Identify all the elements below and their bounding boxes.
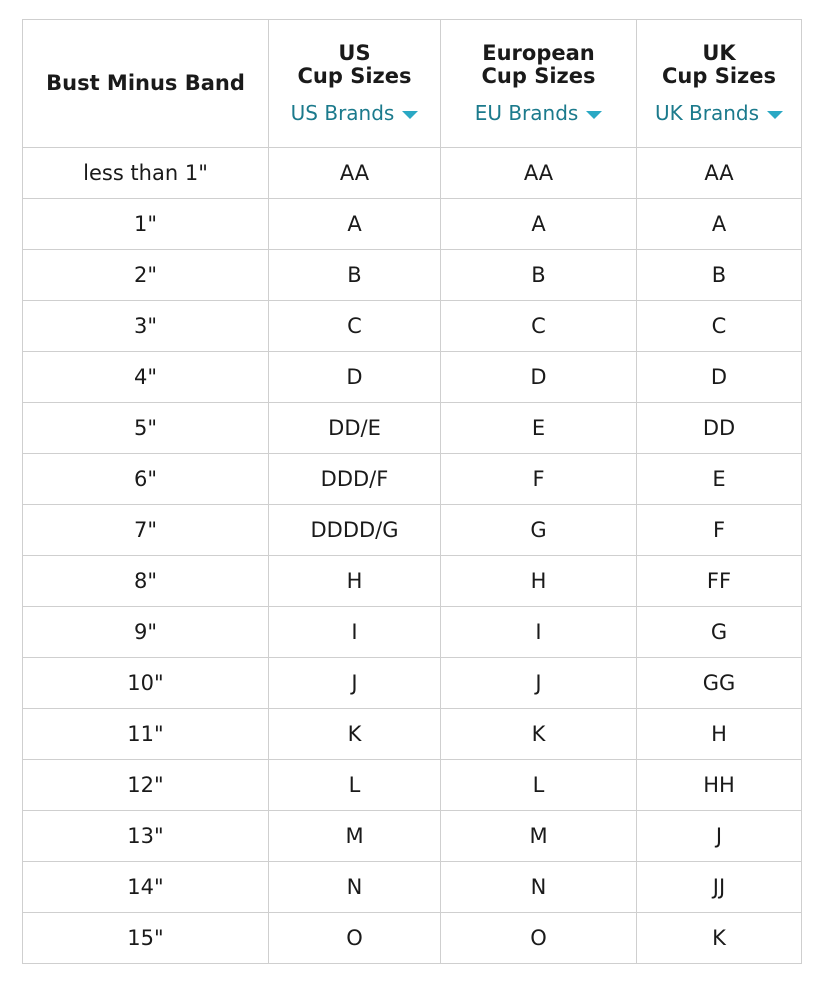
eu-cup-cell: O xyxy=(441,913,637,964)
eu-cup-cell: C xyxy=(441,301,637,352)
bust-diff-cell: 11" xyxy=(23,709,269,760)
us-cup-cell: K xyxy=(269,709,441,760)
table-row xyxy=(23,862,802,913)
us-cup-cell: DDD/F xyxy=(269,454,441,505)
us-cup-cell: AA xyxy=(269,148,441,199)
us-header-line2: Cup Sizes xyxy=(297,64,412,88)
eu-cup-cell: E xyxy=(441,403,637,454)
caret-down-icon xyxy=(402,111,418,119)
eu-cup-cell: K xyxy=(441,709,637,760)
table-row xyxy=(23,403,802,454)
eu-cup-cell: G xyxy=(441,505,637,556)
eu-cup-cell: J xyxy=(441,658,637,709)
us-cup-cell: D xyxy=(269,352,441,403)
eu-cup-cell: AA xyxy=(441,148,637,199)
us-brands-label: US Brands xyxy=(290,101,395,125)
bust-diff-cell: 1" xyxy=(23,199,269,250)
table-row xyxy=(23,148,802,199)
us-cup-sizes-header xyxy=(269,20,441,148)
bust-diff-cell: 14" xyxy=(23,862,269,913)
uk-cup-cell: K xyxy=(637,913,802,964)
uk-brands-label: UK Brands xyxy=(654,101,760,125)
table-row xyxy=(23,658,802,709)
table-row xyxy=(23,556,802,607)
uk-cup-cell: JJ xyxy=(637,862,802,913)
us-cup-cell: I xyxy=(269,607,441,658)
bust-diff-cell: 5" xyxy=(23,403,269,454)
bust-minus-band-header xyxy=(23,20,269,148)
bust-diff-cell: 7" xyxy=(23,505,269,556)
eu-brands-label: EU Brands xyxy=(474,101,579,125)
uk-cup-cell: HH xyxy=(637,760,802,811)
table-row xyxy=(23,760,802,811)
uk-cup-cell: AA xyxy=(637,148,802,199)
table-row xyxy=(23,454,802,505)
uk-cup-cell: FF xyxy=(637,556,802,607)
caret-down-icon xyxy=(586,111,602,119)
header-row xyxy=(23,20,802,148)
eu-cup-cell: M xyxy=(441,811,637,862)
bust-minus-band-label: Bust Minus Band xyxy=(46,71,245,95)
us-brands-dropdown[interactable] xyxy=(291,102,419,125)
table-row xyxy=(23,913,802,964)
eu-cup-cell: I xyxy=(441,607,637,658)
eu-header-line1: European xyxy=(482,41,595,65)
us-cup-cell: DD/E xyxy=(269,403,441,454)
bust-diff-cell: less than 1" xyxy=(23,148,269,199)
table-row xyxy=(23,352,802,403)
table-row xyxy=(23,607,802,658)
bust-diff-cell: 15" xyxy=(23,913,269,964)
uk-header-line2: Cup Sizes xyxy=(662,64,776,88)
eu-cup-cell: L xyxy=(441,760,637,811)
uk-cup-sizes-header xyxy=(637,20,802,148)
us-cup-cell: C xyxy=(269,301,441,352)
bust-diff-cell: 2" xyxy=(23,250,269,301)
uk-header-line1: UK xyxy=(702,41,736,65)
bust-diff-cell: 6" xyxy=(23,454,269,505)
bust-diff-cell: 12" xyxy=(23,760,269,811)
bust-diff-cell: 9" xyxy=(23,607,269,658)
table-row xyxy=(23,811,802,862)
us-cup-cell: O xyxy=(269,913,441,964)
table-row xyxy=(23,301,802,352)
uk-brands-dropdown[interactable] xyxy=(655,102,783,125)
uk-cup-cell: E xyxy=(637,454,802,505)
eu-cup-cell: H xyxy=(441,556,637,607)
caret-down-icon xyxy=(767,111,783,119)
us-cup-cell: DDDD/G xyxy=(269,505,441,556)
us-cup-cell: A xyxy=(269,199,441,250)
us-cup-cell: B xyxy=(269,250,441,301)
eu-cup-cell: D xyxy=(441,352,637,403)
table-row xyxy=(23,250,802,301)
eu-header-line2: Cup Sizes xyxy=(481,64,596,88)
eu-cup-cell: N xyxy=(441,862,637,913)
eu-brands-dropdown[interactable] xyxy=(475,102,603,125)
bust-diff-cell: 8" xyxy=(23,556,269,607)
eu-cup-cell: F xyxy=(441,454,637,505)
uk-cup-cell: F xyxy=(637,505,802,556)
us-cup-cell: M xyxy=(269,811,441,862)
uk-cup-cell: GG xyxy=(637,658,802,709)
us-cup-cell: H xyxy=(269,556,441,607)
uk-cup-cell: B xyxy=(637,250,802,301)
us-cup-cell: L xyxy=(269,760,441,811)
eu-cup-cell: A xyxy=(441,199,637,250)
table-row xyxy=(23,505,802,556)
uk-cup-cell: G xyxy=(637,607,802,658)
table-row xyxy=(23,709,802,760)
table-body xyxy=(23,148,802,964)
uk-cup-cell: D xyxy=(637,352,802,403)
uk-cup-cell: H xyxy=(637,709,802,760)
eu-cup-sizes-header xyxy=(441,20,637,148)
uk-cup-cell: A xyxy=(637,199,802,250)
eu-cup-cell: B xyxy=(441,250,637,301)
us-cup-cell: N xyxy=(269,862,441,913)
uk-cup-cell: J xyxy=(637,811,802,862)
us-cup-cell: J xyxy=(269,658,441,709)
bust-diff-cell: 10" xyxy=(23,658,269,709)
table-row xyxy=(23,199,802,250)
bust-diff-cell: 3" xyxy=(23,301,269,352)
uk-cup-cell: DD xyxy=(637,403,802,454)
uk-cup-cell: C xyxy=(637,301,802,352)
us-header-line1: US xyxy=(338,41,371,65)
bust-diff-cell: 13" xyxy=(23,811,269,862)
bust-diff-cell: 4" xyxy=(23,352,269,403)
cup-size-table xyxy=(22,19,802,964)
